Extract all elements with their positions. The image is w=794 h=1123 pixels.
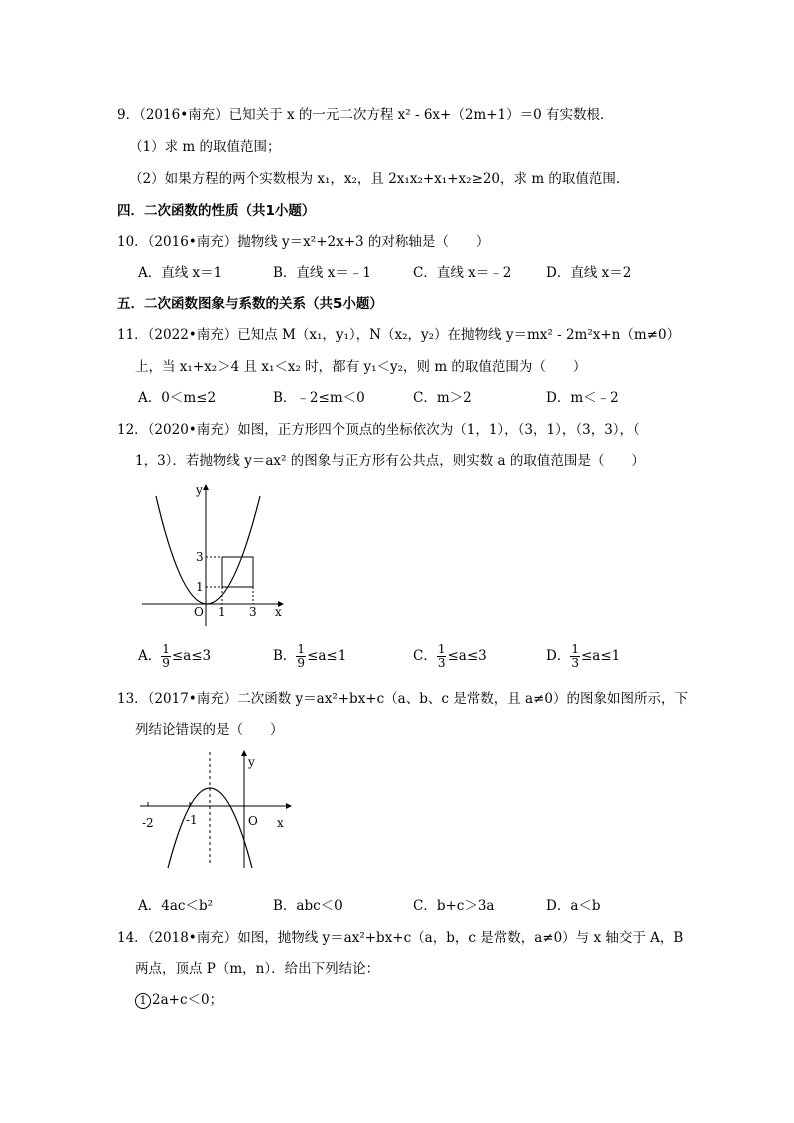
fraction [161, 643, 171, 670]
conclusion-1-text: 2a+c＜0； [152, 992, 224, 1008]
q10-option-c[interactable]: C．直线 x＝﹣2 [413, 265, 512, 281]
option-rest: ≤a≤3 [447, 648, 487, 664]
y-axis-arrow [241, 750, 247, 756]
section-title-5: 五．二次函数图象与系数的关系（共5小题） [117, 296, 383, 312]
option-letter: B． [273, 648, 297, 664]
fraction [570, 643, 580, 670]
denominator: 9 [297, 656, 306, 670]
q12-line2: 1，3）．若抛物线 y＝ax² 的图象与正方形有公共点，则实数 a 的取值范围是（ ） [135, 453, 645, 469]
option-rest: ≤a≤1 [580, 648, 621, 664]
fraction [437, 643, 447, 670]
option-letter: D． [546, 648, 571, 664]
denominator: 3 [437, 656, 446, 670]
square [222, 557, 253, 587]
x-tick-minus-1: -1 [186, 813, 198, 827]
origin-label: O [248, 814, 258, 828]
q12-line1: 12．（2020•南充）如图，正方形四个顶点的坐标依次为（1，1），（3，1），（3，3），（ [117, 422, 640, 438]
q9-part2: （2）如果方程的两个实数根为 x₁，x₂，且 2x₁x₂+x₁+x₂≥20，求 m 的取值范围． [129, 171, 630, 187]
fraction [296, 643, 306, 670]
y-axis-arrow [203, 484, 209, 490]
origin-label: O [194, 605, 204, 619]
q11-option-a[interactable]: A．0＜m≤2 [138, 390, 217, 406]
option-letter: C． [413, 648, 437, 664]
q12-option-b[interactable] [273, 643, 346, 670]
section-title-4: 四．二次函数的性质（共1小题） [117, 203, 316, 219]
option-rest: ≤a≤3 [171, 648, 212, 664]
option-letter: A． [138, 648, 162, 664]
q13-option-a[interactable]: A．4ac＜b² [138, 898, 214, 914]
q12-option-c[interactable] [413, 643, 487, 670]
x-tick-minus-2: -2 [142, 816, 154, 830]
q14-conclusion-1 [135, 988, 223, 1009]
q12-figure [138, 478, 288, 628]
denominator: 9 [162, 656, 170, 670]
q13-option-c[interactable]: C．b+c＞3a [413, 898, 495, 914]
x-tick-3: 3 [249, 605, 257, 619]
y-axis-label: y [248, 755, 255, 769]
q10-option-a[interactable]: A．直线 x＝1 [138, 265, 223, 281]
q11-option-d[interactable]: D．m＜﹣2 [546, 390, 619, 406]
q11-line2: 上，当 x₁+x₂＞4 且 x₁＜x₂ 时，都有 y₁＜y₂，则 m 的取值范围为（ ） [135, 359, 587, 375]
q9-stem: 9．（2016•南充）已知关于 x 的一元二次方程 x² - 6x+（2m+1）＝0 有实数根． [117, 107, 614, 123]
q11-option-c[interactable]: C．m＞2 [413, 390, 472, 406]
q10-option-b[interactable]: B．直线 x＝﹣1 [273, 265, 371, 281]
q14-line1: 14．（2018•南充）如图，抛物线 y＝ax²+bx+c（a，b，c 是常数，a≠0）与 x 轴交于 A，B [117, 930, 684, 946]
q12-option-a[interactable] [138, 643, 211, 670]
numerator: 1 [297, 642, 306, 656]
denominator: 3 [571, 656, 579, 670]
q11-line1: 11．（2022•南充）已知点 M（x₁，y₁），N（x₂，y₂）在抛物线 y＝mx² - 2m²x+n（m≠0） [117, 327, 681, 343]
parabola-curve [156, 496, 260, 604]
q12-option-d[interactable] [546, 643, 620, 670]
q11-option-b[interactable]: B．﹣2≤m＜0 [273, 390, 365, 406]
q10-stem: 10．（2016•南充）抛物线 y＝x²+2x+3 的对称轴是（ ） [117, 234, 490, 250]
numerator: 1 [437, 642, 446, 656]
x-axis-label: x [275, 605, 282, 619]
q13-line2: 列结论错误的是（ ） [135, 722, 284, 738]
y-tick-1: 1 [196, 580, 204, 594]
numerator: 1 [571, 642, 579, 656]
numerator: 1 [162, 642, 170, 656]
q10-option-d[interactable]: D．直线 x＝2 [546, 265, 632, 281]
y-axis-label: y [196, 483, 203, 497]
x-axis-label: x [277, 816, 284, 830]
q13-figure [138, 748, 298, 876]
x-tick-1: 1 [218, 605, 226, 619]
q13-option-b[interactable]: B．abc＜0 [273, 898, 343, 914]
option-rest: ≤a≤1 [307, 648, 347, 664]
x-axis-arrow [286, 803, 292, 809]
q13-line1: 13．（2017•南充）二次函数 y＝ax²+bx+c（a、b、c 是常数，且 a≠0）的图象如图所示，下 [117, 691, 688, 707]
circled-number-1: 1 [135, 993, 151, 1009]
q9-part1: （1）求 m 的取值范围； [129, 139, 281, 155]
q13-option-d[interactable]: D．a＜b [546, 898, 601, 914]
q14-line2: 两点，顶点 P（m，n）．给出下列结论： [135, 961, 380, 977]
y-tick-3: 3 [196, 550, 204, 564]
